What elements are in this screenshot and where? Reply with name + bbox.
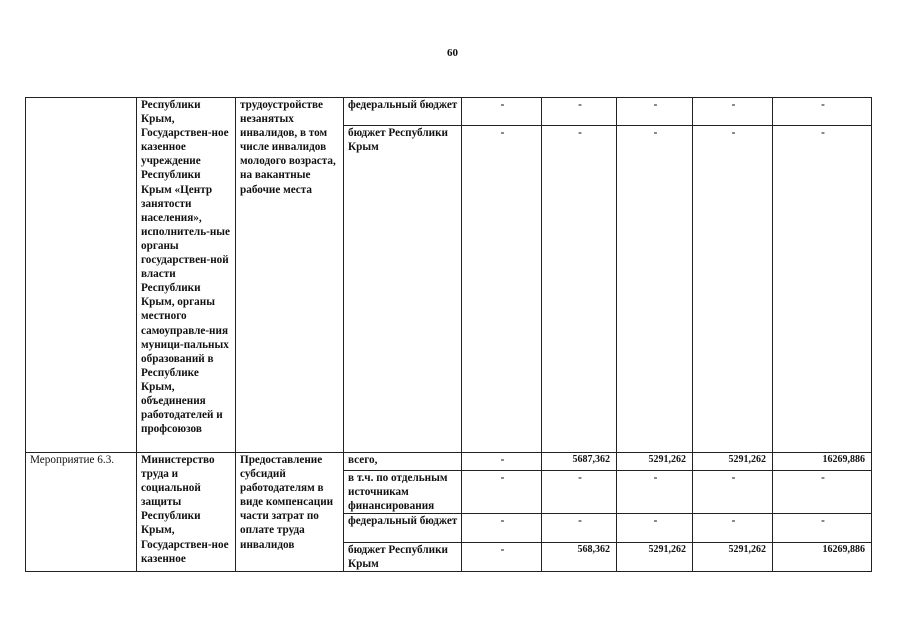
- value-cell: 16269,886: [773, 543, 872, 572]
- event-cell: Мероприятие 6.3.: [26, 453, 137, 572]
- source-cell: федеральный бюджет: [344, 98, 462, 126]
- event-cell: [26, 98, 137, 453]
- value-cell: 568,362: [542, 543, 617, 572]
- value-cell: 5687,362: [542, 453, 617, 471]
- description-cell: Предоставление субсидий работодателям в виде компенсации части затрат по оплате труда инвалидов: [236, 453, 344, 572]
- value-cell: -: [693, 98, 773, 126]
- value-cell: -: [462, 98, 542, 126]
- value-cell: -: [462, 514, 542, 543]
- value-cell: -: [773, 514, 872, 543]
- value-cell: -: [462, 453, 542, 471]
- value-cell: -: [773, 98, 872, 126]
- value-cell: -: [773, 126, 872, 453]
- value-cell: 16269,886: [773, 453, 872, 471]
- value-cell: -: [617, 514, 693, 543]
- financing-table: [25, 97, 872, 572]
- value-cell: 5291,262: [693, 453, 773, 471]
- table-row: [26, 98, 872, 126]
- value-cell: -: [693, 126, 773, 453]
- value-cell: -: [773, 471, 872, 514]
- value-cell: -: [617, 98, 693, 126]
- executors-cell: Республики Крым, Государствен-ное казенное учреждение Республики Крым «Центр занятости населения», исполнитель-ные органы государствен-ной власти Республики Крым, органы местного самоуправле-ния муници-пальных образований в Республике Крым, объединения работодателей и профсоюзов: [137, 98, 236, 453]
- source-cell: в т.ч. по отдельным источникам финансирования: [344, 471, 462, 514]
- value-cell: -: [693, 471, 773, 514]
- value-cell: 5291,262: [693, 543, 773, 572]
- value-cell: 5291,262: [617, 543, 693, 572]
- source-cell: федеральный бюджет: [344, 514, 462, 543]
- value-cell: 5291,262: [617, 453, 693, 471]
- value-cell: -: [462, 471, 542, 514]
- source-cell: всего,: [344, 453, 462, 471]
- description-cell: трудоустройстве незанятых инвалидов, в том числе инвалидов молодого возраста, на вакантные рабочие места: [236, 98, 344, 453]
- value-cell: -: [542, 514, 617, 543]
- value-cell: -: [617, 126, 693, 453]
- executors-cell: Министерство труда и социальной защиты Республики Крым, Государствен-ное казенное: [137, 453, 236, 572]
- value-cell: -: [542, 126, 617, 453]
- table-row: [26, 453, 872, 471]
- source-cell: бюджет Республики Крым: [344, 543, 462, 572]
- value-cell: -: [617, 471, 693, 514]
- value-cell: -: [462, 126, 542, 453]
- value-cell: -: [542, 98, 617, 126]
- source-cell: бюджет Республики Крым: [344, 126, 462, 453]
- value-cell: -: [542, 471, 617, 514]
- value-cell: -: [693, 514, 773, 543]
- page-number: 60: [447, 47, 458, 59]
- value-cell: -: [462, 543, 542, 572]
